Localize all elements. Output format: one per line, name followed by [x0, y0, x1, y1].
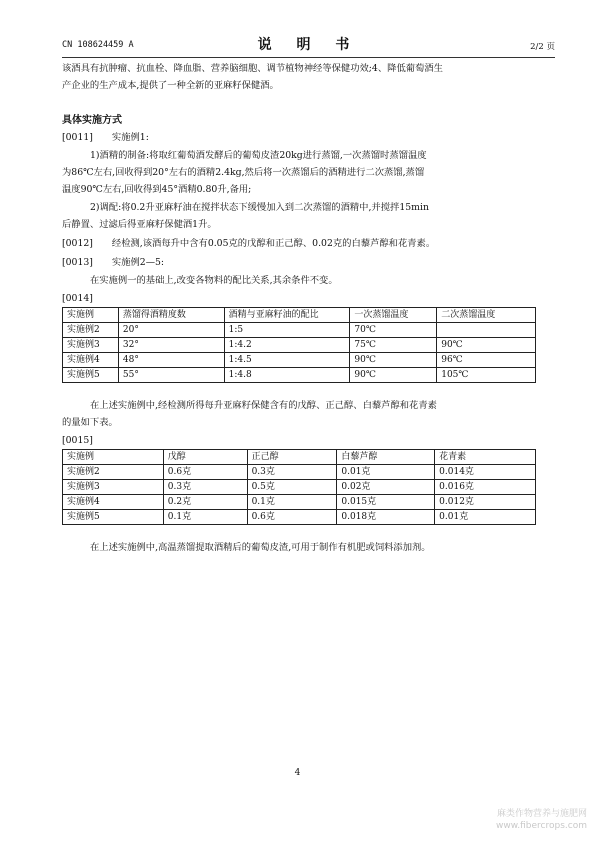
table-cell: 20° — [118, 323, 224, 338]
table-cell: 32° — [118, 338, 224, 353]
table-cell: 0.3克 — [247, 465, 337, 480]
table-cell: 实施例5 — [63, 368, 119, 383]
table-cell: 1:4.2 — [224, 338, 350, 353]
table-cell: 1:4.5 — [224, 353, 350, 368]
step1-line-2: 为86℃左右,回收得到20°左右的酒精2.4kg,然后将一次蒸馏后的酒精进行二次蒸馏,蒸馏 — [62, 167, 425, 178]
paragraph-tag: [0012] — [62, 238, 93, 249]
table-row — [63, 353, 536, 368]
table-header-cell: 白藜芦醇 — [337, 450, 435, 465]
paragraph-tag: [0013] — [62, 257, 93, 268]
table-cell: 0.5克 — [247, 480, 337, 495]
table-header-cell: 戊醇 — [163, 450, 247, 465]
step1-line-1: 1)酒精的制备:将取红葡萄酒发酵后的葡萄皮渣20kg进行蒸馏,一次蒸馏时蒸馏温度 — [90, 150, 427, 161]
table-cell: 实施例2 — [63, 465, 164, 480]
table-cell: 实施例5 — [63, 510, 164, 525]
table-cell: 0.01克 — [435, 510, 536, 525]
table-cell: 0.6克 — [247, 510, 337, 525]
step1-line-3: 温度90℃左右,回收得到45°酒精0.80升,备用; — [62, 184, 252, 195]
patent-number: CN 108624459 A — [62, 40, 134, 50]
table-header-cell: 实施例 — [63, 308, 119, 323]
table-cell: 48° — [118, 353, 224, 368]
paragraph-tag: [0011] — [62, 132, 93, 143]
table-cell: 1:4.8 — [224, 368, 350, 383]
document-title: 说 明 书 — [257, 37, 360, 53]
table-cell: 实施例3 — [63, 480, 164, 495]
intro-line-1: 该酒具有抗肿瘤、抗血栓、降血脂、营养脑细胞、调节植物神经等保健功效;4、降低葡萄酒生 — [62, 63, 443, 74]
table-cell: 0.1克 — [163, 510, 247, 525]
table-cell: 0.1克 — [247, 495, 337, 510]
table-cell: 实施例4 — [63, 353, 119, 368]
table-cell: 实施例4 — [63, 495, 164, 510]
table-cell: 实施例2 — [63, 323, 119, 338]
page-number: 4 — [294, 768, 301, 778]
page-header — [62, 34, 555, 56]
watermark-line-1: 麻类作物营养与施肥网 — [496, 809, 587, 819]
table-cell: 0.015克 — [337, 495, 435, 510]
step2-line-2: 后静置、过滤后得亚麻籽保健酒1升。 — [62, 219, 217, 230]
table-row — [63, 510, 536, 525]
example-1-heading: 实施例1: — [111, 132, 149, 143]
table-header-cell: 蒸馏得酒精度数 — [118, 308, 224, 323]
paragraph-0013b: 在实施例一的基础上,改变各物料的配比关系,其余条件不变。 — [90, 275, 338, 286]
after-table1-line-1: 在上述实施例中,经检测所得每升亚麻籽保健含有的戊醇、正己醇、白藜芦醇和花青素 — [90, 400, 437, 411]
table-row — [63, 495, 536, 510]
step2-line-1: 2)调配:将0.2升亚麻籽油在搅拌状态下缓慢加入到二次蒸馏的酒精中,并搅拌15min — [90, 202, 429, 213]
section-title: 具体实施方式 — [62, 115, 122, 126]
table-cell: 0.3克 — [163, 480, 247, 495]
table-cell: 90℃ — [350, 368, 437, 383]
table-cell: 0.014克 — [435, 465, 536, 480]
table-cell: 0.018克 — [337, 510, 435, 525]
paragraph-0012 — [62, 236, 554, 252]
content-table — [62, 449, 536, 525]
table-header-row — [63, 450, 536, 465]
paragraph-0014-tag: [0014] — [62, 293, 93, 304]
ratio-table — [62, 307, 536, 383]
watermark — [496, 808, 587, 832]
watermark-line-2: www.fibercrops.com — [496, 821, 587, 831]
table-row — [63, 338, 536, 353]
table-cell: 90℃ — [350, 353, 437, 368]
table-cell: 0.6克 — [163, 465, 247, 480]
table-cell: 70℃ — [350, 323, 437, 338]
intro-line-2: 产企业的生产成本,提供了一种全新的亚麻籽保健酒。 — [62, 80, 279, 91]
table-cell — [437, 323, 536, 338]
paragraph-0013-text: 实施例2—5: — [111, 257, 165, 268]
table-row — [63, 323, 536, 338]
table-cell: 105℃ — [437, 368, 536, 383]
paragraph-0015-tag: [0015] — [62, 435, 93, 446]
table-cell: 90℃ — [437, 338, 536, 353]
table-cell: 75℃ — [350, 338, 437, 353]
after-table1-line-2: 的量如下表。 — [62, 417, 118, 428]
table-cell: 0.2克 — [163, 495, 247, 510]
header-rule — [62, 57, 555, 58]
paragraph-0012-text: 经检测,该酒每升中含有0.05克的戊醇和正己醇、0.02克的白藜芦醇和花青素。 — [111, 238, 436, 249]
table-row — [63, 480, 536, 495]
table-cell: 0.012克 — [435, 495, 536, 510]
table-cell: 0.02克 — [337, 480, 435, 495]
paragraph-0013 — [62, 255, 554, 271]
closing-paragraph: 在上述实施例中,高温蒸馏提取酒精后的葡萄皮渣,可用于制作有机肥或饲料添加剂。 — [90, 542, 431, 553]
table-header-cell: 二次蒸馏温度 — [437, 308, 536, 323]
table-header-cell: 实施例 — [63, 450, 164, 465]
table-header-cell: 花青素 — [435, 450, 536, 465]
table-cell: 55° — [118, 368, 224, 383]
table-header-cell: 正己醇 — [247, 450, 337, 465]
table-row — [63, 368, 536, 383]
table-row — [63, 465, 536, 480]
table-cell: 0.016克 — [435, 480, 536, 495]
table-cell: 实施例3 — [63, 338, 119, 353]
table-cell: 1:5 — [224, 323, 350, 338]
table-header-row — [63, 308, 536, 323]
table-cell: 96℃ — [437, 353, 536, 368]
table-cell: 0.01克 — [337, 465, 435, 480]
page-indicator: 2/2 页 — [530, 42, 555, 52]
paragraph-0011 — [62, 130, 554, 146]
table-header-cell: 酒精与亚麻籽油的配比 — [224, 308, 350, 323]
table-header-cell: 一次蒸馏温度 — [350, 308, 437, 323]
